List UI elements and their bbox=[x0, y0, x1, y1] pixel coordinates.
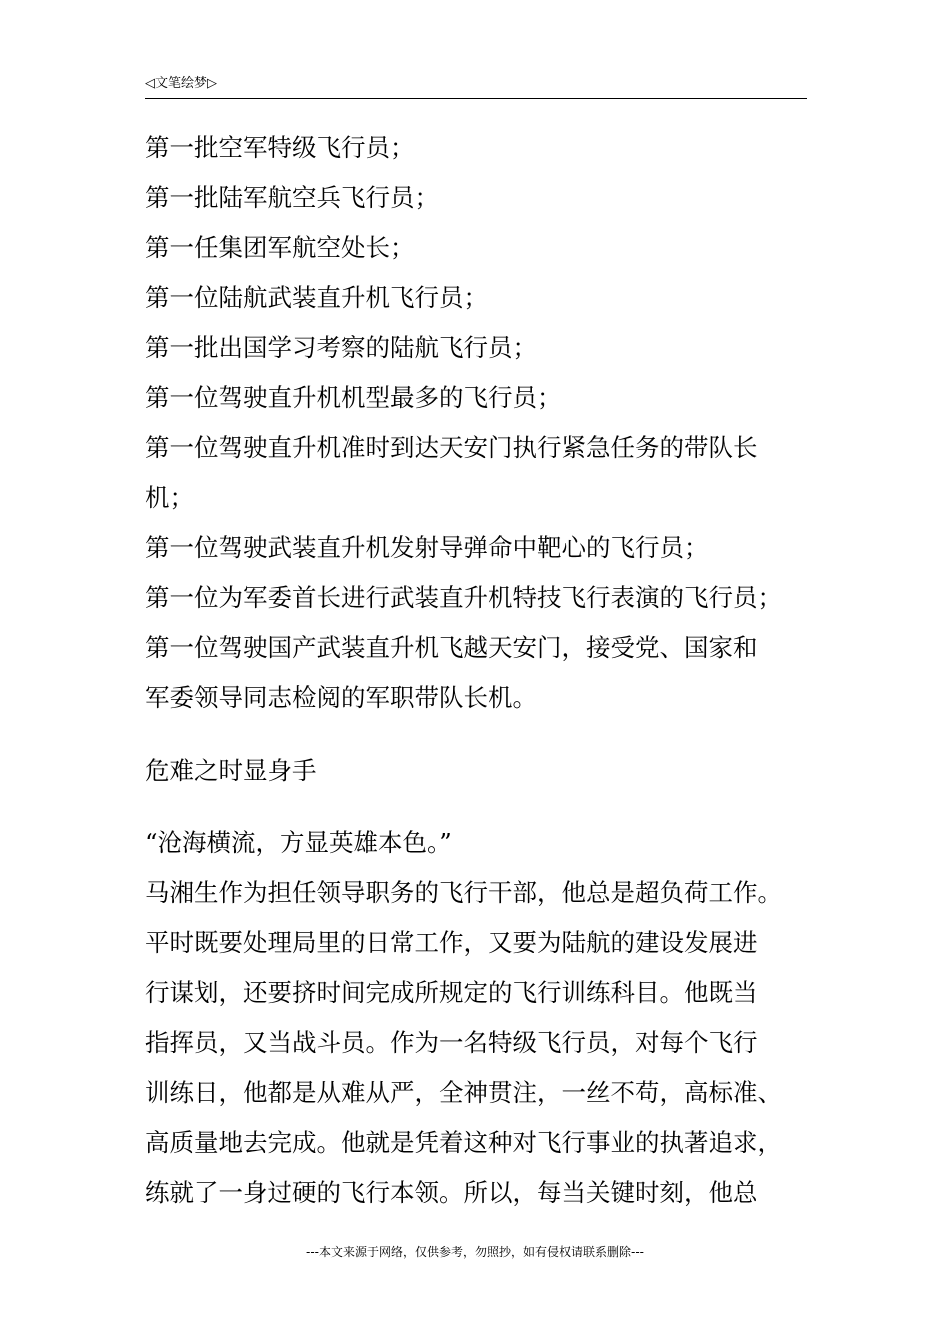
quote: “沧海横流，方显英雄本色。” bbox=[145, 828, 452, 857]
paragraph-line: 行谋划，还要挤时间完成所规定的飞行训练科目。他既当 bbox=[145, 978, 758, 1007]
paragraph-line: 训练日，他都是从难从严，全神贯注，一丝不苟，高标准、 bbox=[145, 1078, 782, 1107]
paragraph-line: 练就了一身过硬的飞行本领。所以，每当关键时刻，他总 bbox=[145, 1178, 758, 1207]
achievement-line: 第一位驾驶武装直升机发射导弹命中靶心的飞行员； bbox=[145, 533, 709, 562]
achievements-list bbox=[145, 123, 810, 723]
page-header bbox=[145, 76, 807, 99]
achievement-line: 第一任集团军航空处长； bbox=[145, 233, 415, 262]
body-paragraph bbox=[145, 868, 810, 1218]
paragraph-line: 马湘生作为担任领导职务的飞行干部，他总是超负荷工作。 bbox=[145, 878, 782, 907]
achievement-line: 第一位驾驶直升机准时到达天安门执行紧急任务的带队长 bbox=[145, 433, 758, 462]
paragraph-line: 高质量地去完成。他就是凭着这种对飞行事业的执著追求， bbox=[145, 1128, 782, 1157]
achievement-line: 第一批出国学习考察的陆航飞行员； bbox=[145, 333, 537, 362]
achievement-line: 第一位为军委首长进行武装直升机特技飞行表演的飞行员； bbox=[145, 583, 782, 612]
achievement-line: 军委领导同志检阅的军职带队长机。 bbox=[145, 683, 537, 712]
achievement-line: 第一位驾驶国产武装直升机飞越天安门，接受党、国家和 bbox=[145, 633, 758, 662]
paragraph-line: 平时既要处理局里的日常工作，又要为陆航的建设发展进 bbox=[145, 928, 758, 957]
paragraph-line: 指挥员，又当战斗员。作为一名特级飞行员，对每个飞行 bbox=[145, 1028, 758, 1057]
section-heading: 危难之时显身手 bbox=[145, 756, 317, 785]
page-footer: ---本文来源于网络，仅供参考，勿照抄，如有侵权请联系删除--- bbox=[306, 1245, 644, 1259]
achievement-line: 机； bbox=[145, 483, 194, 512]
achievement-line: 第一位陆航武装直升机飞行员； bbox=[145, 283, 488, 312]
achievement-line: 第一位驾驶直升机机型最多的飞行员； bbox=[145, 383, 562, 412]
achievement-line: 第一批陆军航空兵飞行员； bbox=[145, 183, 439, 212]
header-title: ◁文笔绘梦▷ bbox=[145, 76, 217, 91]
achievement-line: 第一批空军特级飞行员； bbox=[145, 133, 415, 162]
